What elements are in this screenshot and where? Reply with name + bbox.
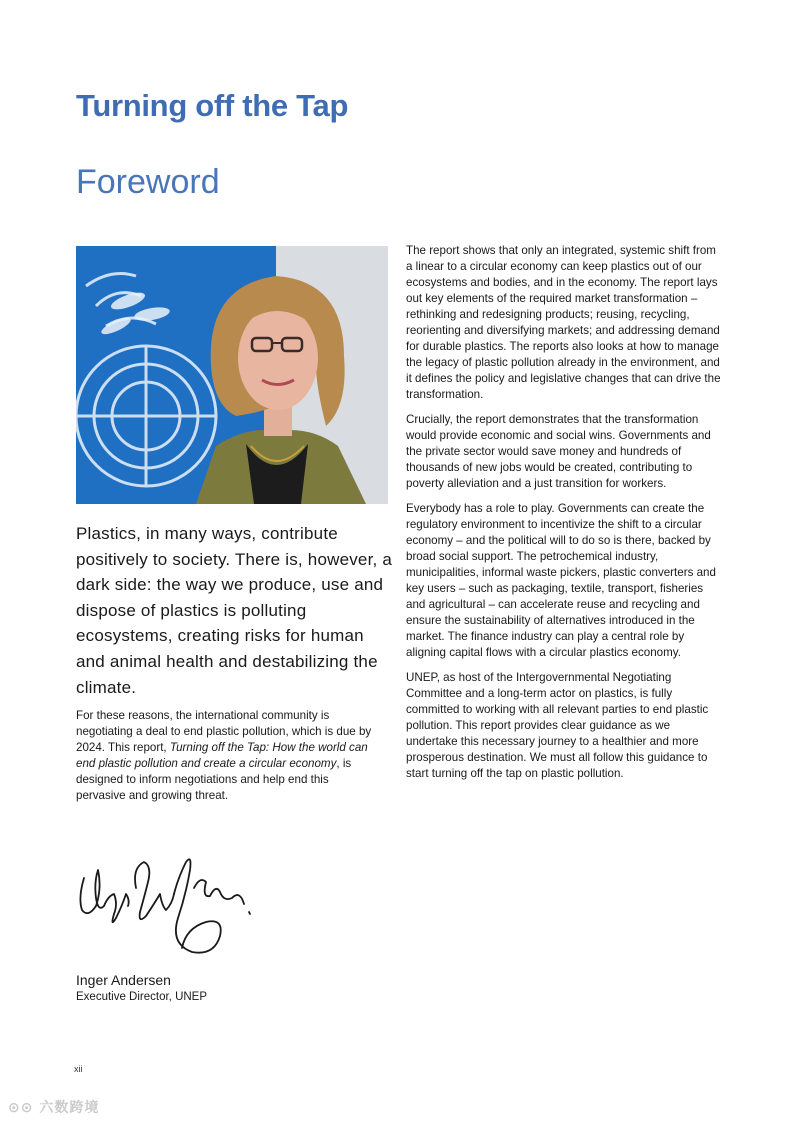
portrait-photo	[76, 246, 388, 504]
document-title: Turning off the Tap	[76, 88, 349, 123]
paragraph-3: Everybody has a role to play. Governments can create the regulatory environment to incentivize the shift to a circular economy – and the political will to do so is there, backed by broad social support. The petrochemical industry, municipalities, informal waste pickers, plastic converters and key users – such as packaging, textile, transport, fisheries and agricultural – can accelerate reuse and recycling and ensure the sustainability of alternatives introduced in the market. The finance industry can play a central role by aligning capital flows with a circular plastics economy.	[406, 502, 716, 659]
page-number: xii	[74, 1064, 83, 1074]
body-text-before: For these reasons, the international community is negotiating a deal to end plastic pollution, which is due by 2024. This report,	[76, 709, 372, 754]
watermark-logo-icon: ⊙⊙	[8, 1100, 40, 1116]
watermark	[8, 1097, 99, 1117]
left-body-paragraph	[76, 708, 376, 804]
paragraph-4: UNEP, as host of the Intergovernmental Negotiating Committee and a long-term actor on plastics, is fully committed to working with all relevant parties to end plastic pollution. This report provides clear guidance as we undertake this necessary journey to a healthier and more prosperous destination. We must all follow this guidance to start turning off the tap on plastic pollution.	[406, 671, 709, 780]
signatory-role: Executive Director, UNEP	[76, 991, 208, 1003]
body-text-after: , is designed to inform negotiations and help end this pervasive and growing threat.	[76, 757, 352, 802]
report-title-italic: Turning off the Tap: How the world can end plastic pollution and create a circular economy	[76, 741, 368, 770]
watermark-text: 六数跨境	[39, 1100, 100, 1116]
signatory-name: Inger Andersen	[76, 972, 171, 988]
section-title: Foreword	[76, 163, 220, 201]
right-column	[406, 243, 724, 791]
paragraph-2: Crucially, the report demonstrates that the transformation would provide economic and social wins. Governments and the private sector would save money and hundreds of thousands of new jobs would be created, contributing to poverty alleviation and a just transition for workers.	[406, 413, 711, 490]
paragraph-1: The report shows that only an integrated, systemic shift from a linear to a circular economy can keep plastics out of our ecosystems and bodies, and in the economy. The report lays out key elements of the required market transformation – rethinking and redesigning products; reusing, recycling, reorienting and diversifying markets; and addressing demand for durable plastics. The reports also looks at how to manage the legacy of plastic pollution already in the environment, and it defines the policy and legislative changes that can drive the transformation.	[406, 244, 721, 401]
handwritten-signature	[74, 848, 264, 964]
pull-quote: Plastics, in many ways, contribute positively to society. There is, however, a dark side: the way we produce, use and dispose of plastics is polluting ecosystems, creating risks for human and animal health and destabilizing the climate.	[76, 524, 393, 697]
